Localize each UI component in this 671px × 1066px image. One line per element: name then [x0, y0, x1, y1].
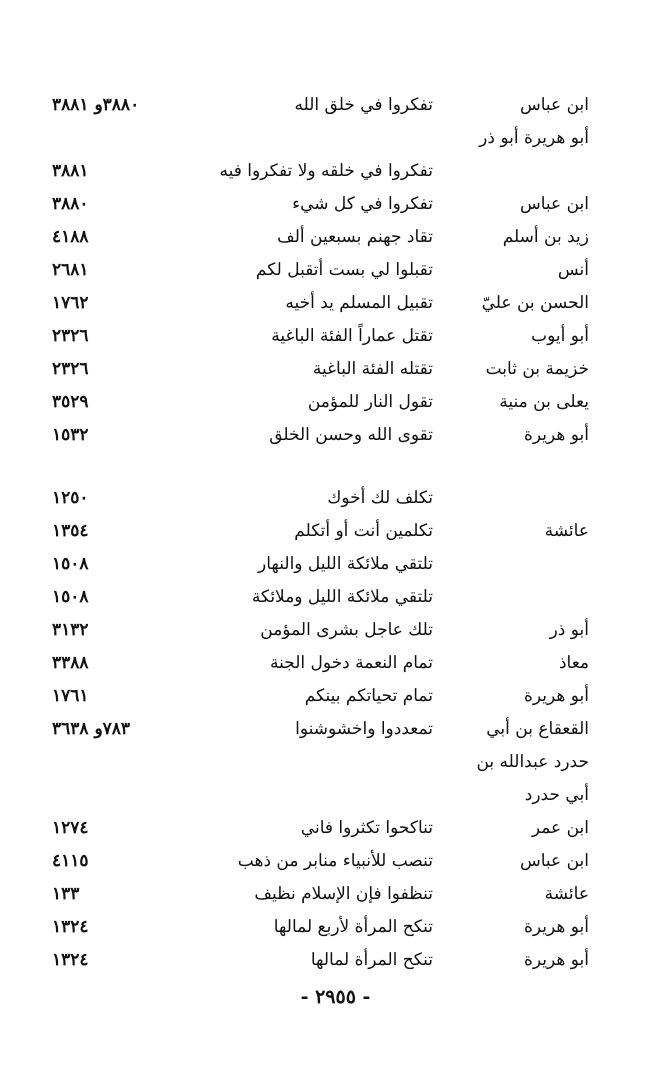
table-row — [0, 616, 671, 649]
hadith-text: تنصب للأنبياء منابر من ذهب — [237, 851, 433, 871]
hadith-text: تقول النار للمؤمن — [307, 392, 433, 412]
hadith-text: تناكحوا تكثروا فاني — [300, 818, 433, 838]
narrator-name: حدرد عبدالله بن — [476, 752, 589, 772]
table-row — [0, 517, 671, 550]
reference-number: ٢٣٢٦ — [52, 359, 89, 379]
reference-number: ١٣٢٤ — [52, 917, 89, 937]
hadith-text: تلك عاجل بشرى المؤمن — [260, 620, 433, 640]
reference-number: ٣٨٨١ — [52, 161, 89, 181]
table-row — [0, 124, 671, 157]
hadith-text: تنكح المرأة لمالها — [310, 950, 433, 970]
page-number: - ٢٩٥٥ - — [300, 986, 371, 1008]
reference-number: ١٢٥٠ — [52, 488, 89, 508]
hadith-text: تكلف لك أخوك — [327, 488, 433, 508]
table-row — [0, 814, 671, 847]
narrator-name: أبو هريرة — [523, 686, 589, 706]
narrator-name: أبو هريرة — [523, 917, 589, 937]
narrator-name: أبو هريرة أبو ذر — [479, 128, 589, 148]
hadith-text: تفكروا في خلقه ولا تفكروا فيه — [219, 161, 433, 181]
reference-number: ٣٣٨٨ — [52, 653, 89, 673]
hadith-text: تقاد جهنم بسبعين ألف — [277, 227, 433, 247]
narrator-name: زيد بن أسلم — [502, 227, 589, 247]
table-row — [0, 322, 671, 355]
hadith-text: تقتل عماراً الفئة الباغية — [271, 326, 433, 346]
reference-number: ١٢٧٤ — [52, 818, 89, 838]
narrator-name: عائشة — [544, 521, 589, 541]
reference-number: ٤١٨٨ — [52, 227, 89, 247]
table-row — [0, 421, 671, 454]
table-row — [0, 289, 671, 322]
reference-number: ١٣٢٤ — [52, 950, 89, 970]
hadith-text: تقبيل المسلم يد أخيه — [285, 293, 433, 313]
reference-number: ٢٣٢٦ — [52, 326, 89, 346]
narrator-name: أبو أيوب — [531, 326, 589, 346]
narrator-name: الحسن بن عليّ — [481, 293, 589, 313]
hadith-text: تمعددوا واخشوشنوا — [295, 719, 433, 739]
hadith-text: تفكروا في كل شيء — [292, 194, 433, 214]
table-row — [0, 223, 671, 256]
hadith-text: تقوى الله وحسن الخلق — [269, 425, 433, 445]
reference-number: ٤١١٥ — [52, 851, 89, 871]
narrator-name: عائشة — [544, 884, 589, 904]
table-row — [0, 256, 671, 289]
table-row — [0, 748, 671, 781]
index-table — [0, 91, 671, 979]
table-row — [0, 157, 671, 190]
reference-number: ١٥٠٨ — [52, 554, 89, 574]
reference-number: ٣٥٢٩ — [52, 392, 89, 412]
reference-number: ١٧٦١ — [52, 686, 89, 706]
hadith-text: تلتقي ملائكة الليل والنهار — [258, 554, 433, 574]
narrator-name: أبو هريرة — [523, 950, 589, 970]
table-row — [0, 682, 671, 715]
reference-number: ١٥٣٢ — [52, 425, 89, 445]
hadith-text: تمام تحياتكم بينكم — [304, 686, 433, 706]
narrator-name: ابن عباس — [519, 95, 589, 115]
reference-number: ١٧٦٢ — [52, 293, 89, 313]
hadith-text: تقتله الفئة الباغية — [312, 359, 433, 379]
hadith-text: تمام النعمة دخول الجنة — [270, 653, 433, 673]
hadith-text: تفكروا في خلق الله — [294, 95, 433, 115]
reference-number: ١٣٣ — [52, 884, 80, 904]
table-row — [0, 913, 671, 946]
reference-number: ٣٨٨٠ — [52, 194, 89, 214]
table-row — [0, 946, 671, 979]
table-row — [0, 355, 671, 388]
table-row — [0, 583, 671, 616]
hadith-text: تقبلوا لي بست أتقبل لكم — [255, 260, 433, 280]
narrator-name: القعقاع بن أبي — [486, 719, 589, 739]
narrator-name: خزيمة بن ثابت — [485, 359, 589, 379]
table-row — [0, 880, 671, 913]
table-row — [0, 649, 671, 682]
narrator-name: أبي حدرد — [524, 785, 589, 805]
reference-number: ٧٨٣و ٣٦٣٨ — [52, 719, 131, 739]
hadith-text: تنكح المرأة لأربع لمالها — [273, 917, 433, 937]
table-row — [0, 91, 671, 124]
reference-number: ١٥٠٨ — [52, 587, 89, 607]
table-row — [0, 781, 671, 814]
reference-number: ٢٦٨١ — [52, 260, 89, 280]
narrator-name: يعلى بن منية — [499, 392, 589, 412]
table-row — [0, 715, 671, 748]
reference-number: ٣١٣٢ — [52, 620, 89, 640]
narrator-name: ابن عباس — [519, 851, 589, 871]
narrator-name: أبو هريرة — [523, 425, 589, 445]
table-row — [0, 484, 671, 517]
reference-number: ١٣٥٤ — [52, 521, 89, 541]
narrator-name: ابن عمر — [531, 818, 589, 838]
narrator-name: معاذ — [558, 653, 589, 673]
narrator-name: ابن عباس — [519, 194, 589, 214]
table-row — [0, 550, 671, 583]
narrator-name: أبو ذر — [549, 620, 589, 640]
table-row — [0, 388, 671, 421]
narrator-name: أنس — [557, 260, 589, 280]
table-row — [0, 190, 671, 223]
hadith-text: تلتقي ملائكة الليل وملائكة — [251, 587, 433, 607]
reference-number: ٣٨٨٠و ٣٨٨١ — [52, 95, 140, 115]
hadith-text: تكلمين أنت أو أتكلم — [294, 521, 433, 541]
hadith-text: تنظفوا فإن الإسلام نظيف — [254, 884, 433, 904]
table-row — [0, 847, 671, 880]
